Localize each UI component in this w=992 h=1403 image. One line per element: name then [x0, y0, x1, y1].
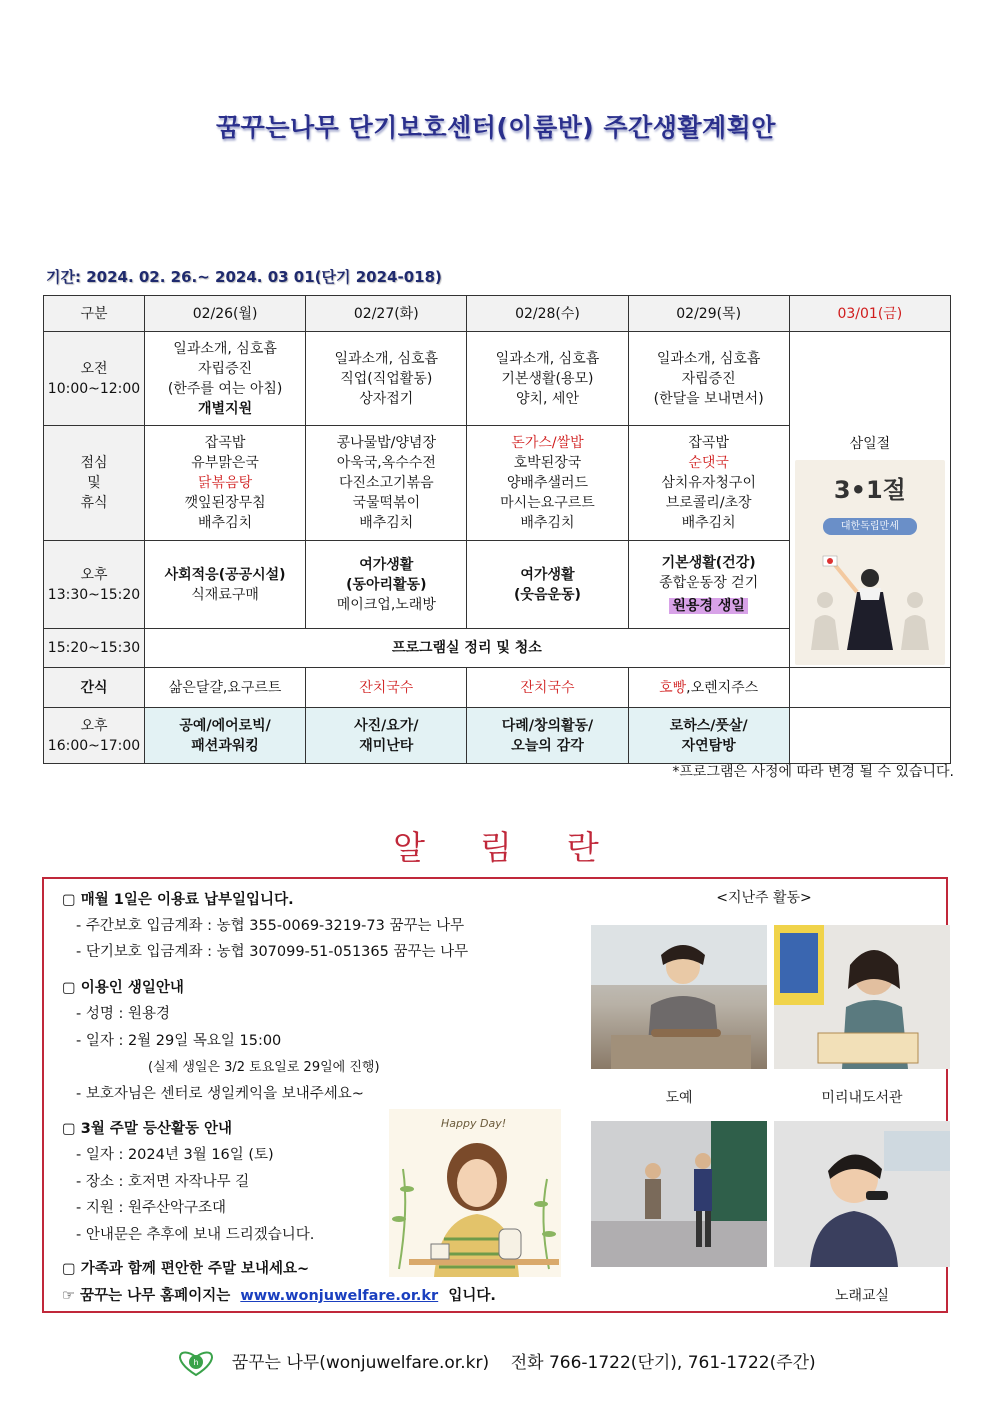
cell-holiday-fri — [789, 332, 950, 668]
header-day-thu: 02/29(목) — [628, 296, 789, 332]
page-title: 꿈꾸는나무 단기보호센터(이룸반) 주간생활계획안 — [216, 113, 776, 142]
cell-eve-mon: 공예/에어로빅/ 패션과워킹 — [145, 708, 306, 764]
notice-account-short: - 단기보호 입금계좌 : 농협 307099-51-051365 꿈꾸는 나무 — [76, 944, 469, 960]
cell-am-mon: 일과소개, 심호흡 자립증진 (한주를 여는 아침) 개별지원 — [145, 332, 306, 426]
row-label-lunch: 점심 및 휴식 — [44, 426, 145, 541]
row-label-snack: 간식 — [44, 668, 145, 708]
cell-pm-tue: 여가생활 (동아리활동) 메이크업,노래방 — [306, 541, 467, 629]
header-day-tue: 02/27(화) — [306, 296, 467, 332]
photo-singing — [774, 1121, 950, 1267]
schedule-note: *프로그램은 사정에 따라 변경 될 수 있습니다. — [672, 764, 954, 780]
woman-coffee-illustration-icon — [389, 1109, 561, 1277]
birthday-highlight: 원용경 생일 — [669, 598, 748, 614]
header-day-fri: 03/01(금) — [789, 296, 950, 332]
library-photo-icon — [774, 925, 950, 1069]
notice-account-day: - 주간보호 입금계좌 : 농협 355-0069-3219-73 꿈꾸는 나무 — [76, 918, 465, 934]
notice-hiking-support: - 지원 : 원주산악구조대 — [76, 1200, 227, 1216]
holiday-label: 삼일절 — [849, 436, 891, 452]
cell-snack-tue: 잔치국수 — [306, 668, 467, 708]
notice-birthday-heading: ▢ 이용인 생일안내 — [62, 980, 184, 996]
notice-hiking-date: - 일자 : 2024년 3월 16일 (토) — [76, 1147, 274, 1163]
footer-phone: 전화 766-1722(단기), 761-1722(주간) — [510, 1353, 816, 1373]
cell-cleanup: 프로그램실 정리 및 청소 — [145, 629, 790, 668]
activity-photo-icon — [591, 1121, 767, 1267]
cell-lunch-thu: 잡곡밥 순댓국 삼치유자청구이 브로콜리/초장 배추김치 — [628, 426, 789, 541]
weekly-schedule-table — [43, 295, 951, 764]
notice-box — [42, 877, 948, 1313]
row-label-afternoon: 오후 13:30~15:20 — [44, 541, 145, 629]
holiday-poster: 3•1절 대한독립만세 — [795, 460, 945, 665]
period-label: 기간: 2024. 02. 26.~ 2024. 03 01(단기 2024-018) — [46, 268, 442, 286]
photo-activity — [591, 1121, 767, 1267]
dancer-illustration-icon — [795, 460, 945, 665]
caption-singing: 노래교실 — [834, 1288, 890, 1304]
notice-title: 알림란 — [393, 828, 654, 867]
notice-birthday-cake: - 보호자님은 센터로 생일케익을 보내주세요~ — [76, 1086, 364, 1102]
notice-birthday-actual: (실제 생일은 3/2 토요일로 29일에 진행) — [148, 1060, 380, 1075]
cell-am-thu: 일과소개, 심호흡 자립증진 (한달을 보내면서) — [628, 332, 789, 426]
cell-lunch-wed: 돈가스/쌀밥 호박된장국 양배추샐러드 마시는요구르트 배추김치 — [467, 426, 628, 541]
footer-name: 꿈꾸는 나무(wonjuwelfare.or.kr) — [231, 1353, 490, 1373]
header-day-wed: 02/28(수) — [467, 296, 628, 332]
cell-am-tue: 일과소개, 심호흡 직업(직업활동) 상자접기 — [306, 332, 467, 426]
cell-eve-thu: 로하스/풋살/ 자연탐방 — [628, 708, 789, 764]
notice-fee-heading: ▢ 매월 1일은 이용료 납부일입니다. — [62, 892, 294, 908]
caption-pottery: 도예 — [665, 1090, 693, 1106]
footer — [0, 1348, 992, 1377]
homepage-link[interactable]: www.wonjuwelfare.or.kr — [240, 1288, 439, 1304]
photo-library — [774, 925, 950, 1069]
notice-homepage: ☞ 꿈꾸는 나무 홈페이지는 www.wonjuwelfare.or.kr 입니다. — [62, 1288, 496, 1304]
singing-photo-icon — [774, 1121, 950, 1267]
cell-lunch-tue: 콩나물밥/양념장 아욱국,옥수수전 다진소고기볶음 국물떡볶이 배추김치 — [306, 426, 467, 541]
happy-day-illustration: Happy Day! — [389, 1109, 561, 1277]
notice-weekend: ▢ 가족과 함께 편안한 주말 보내세요~ — [62, 1261, 310, 1277]
cell-pm-mon: 사회적응(공공시설) 식재료구매 — [145, 541, 306, 629]
caption-library: 미리내도서관 — [821, 1090, 903, 1106]
cell-snack-fri — [789, 668, 950, 708]
row-label-cleanup: 15:20~15:30 — [44, 629, 145, 668]
row-label-morning: 오전 10:00~12:00 — [44, 332, 145, 426]
cell-eve-wed: 다례/창의활동/ 오늘의 감각 — [467, 708, 628, 764]
svg-text:h: h — [193, 1358, 199, 1367]
cell-snack-thu: 호빵,오렌지주스 — [628, 668, 789, 708]
pottery-photo-icon — [591, 925, 767, 1069]
notice-hiking-place: - 장소 : 호저면 자작나무 길 — [76, 1174, 250, 1190]
last-week-label: <지난주 활동> — [716, 890, 812, 906]
logo-heart-icon — [176, 1349, 216, 1377]
cell-eve-tue: 사진/요가/ 재미난타 — [306, 708, 467, 764]
photo-pottery — [591, 925, 767, 1069]
notice-hiking-later: - 안내문은 추후에 보내 드리겠습니다. — [76, 1227, 315, 1243]
header-day-mon: 02/26(월) — [145, 296, 306, 332]
cell-snack-mon: 삶은달걀,요구르트 — [145, 668, 306, 708]
cell-am-wed: 일과소개, 심호흡 기본생활(용모) 양치, 세안 — [467, 332, 628, 426]
cell-lunch-mon: 잡곡밥 유부맑은국 닭볶음탕 깻잎된장무침 배추김치 — [145, 426, 306, 541]
cell-pm-wed: 여가생활 (웃음운동) — [467, 541, 628, 629]
notice-hiking-heading: ▢ 3월 주말 등산활동 안내 — [62, 1121, 233, 1137]
cell-snack-wed: 잔치국수 — [467, 668, 628, 708]
cell-eve-fri — [789, 708, 950, 764]
notice-birthday-name: - 성명 : 원용경 — [76, 1006, 170, 1022]
header-category: 구분 — [44, 296, 145, 332]
row-label-evening: 오후 16:00~17:00 — [44, 708, 145, 764]
notice-birthday-date: - 일자 : 2월 29일 목요일 15:00 — [76, 1033, 282, 1049]
cell-pm-thu: 기본생활(건강) 종합운동장 걷기 원용경 생일 — [628, 541, 789, 629]
